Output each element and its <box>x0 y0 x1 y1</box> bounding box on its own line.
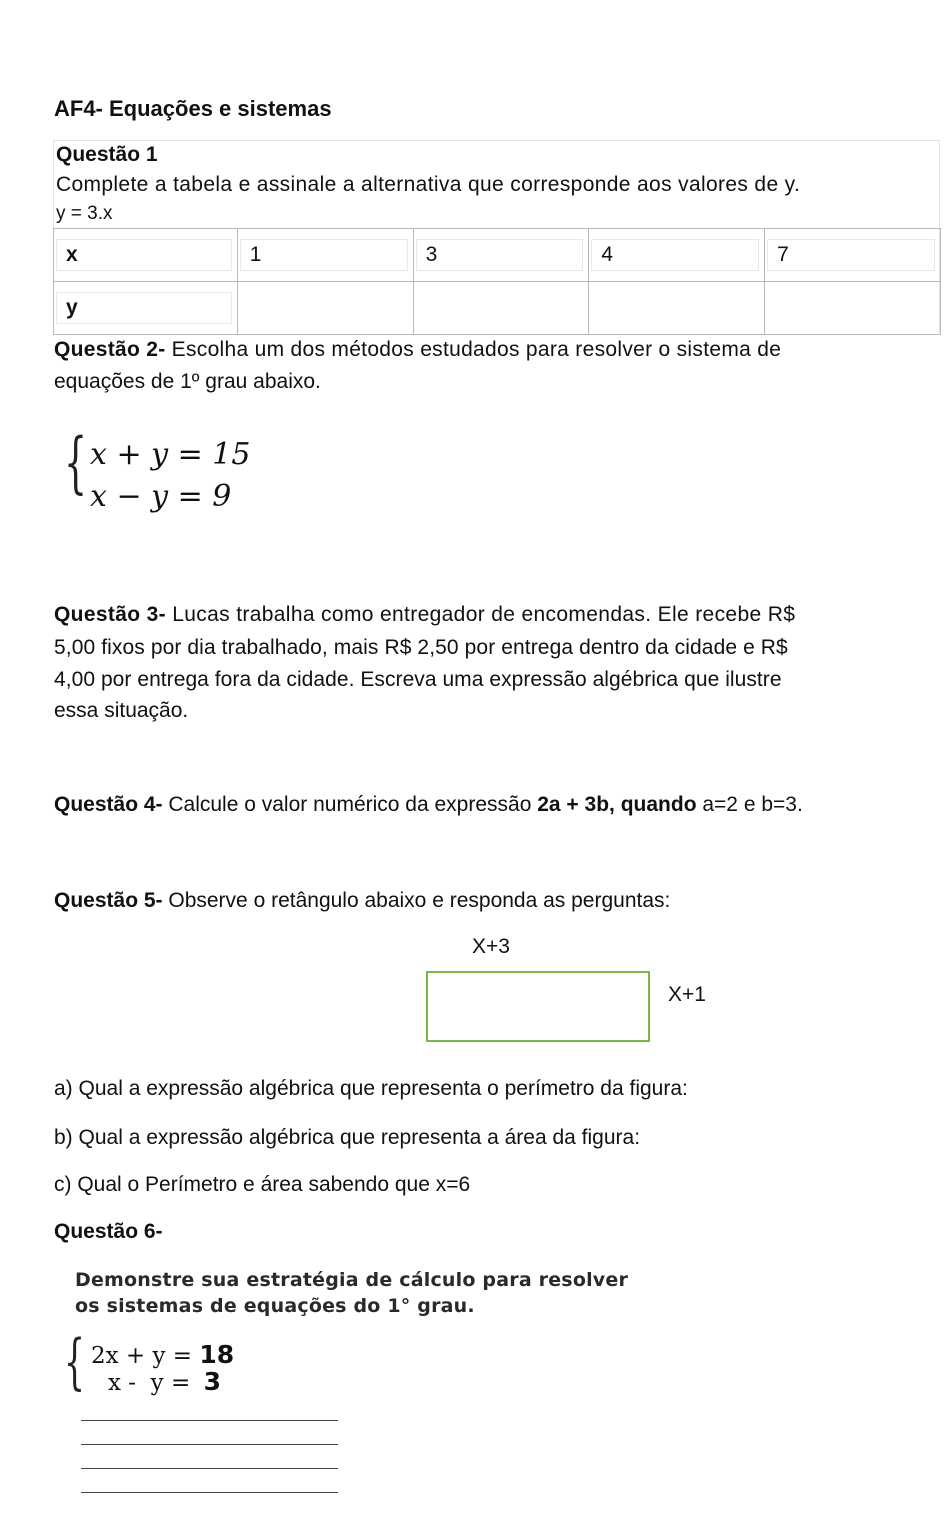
question-6-line1: Demonstre sua estratégia de cálculo para resolver <box>75 1269 629 1291</box>
q6-equation-1-lhs: 2x + y = <box>91 1343 193 1369</box>
question-1-heading: Questão 1 <box>56 143 158 166</box>
question-5c: c) Qual o Perímetro e área sabendo que x=6 <box>54 1173 471 1196</box>
question-4-line <box>54 793 803 817</box>
question-6-heading: Questão 6- <box>54 1220 163 1243</box>
equation-1: x + y = 15 <box>90 437 251 472</box>
table-cell-y-label: y <box>54 282 238 335</box>
q6-equation-2-rhs: 3 <box>203 1367 221 1396</box>
question-4-expression: 2a + 3b, quando <box>537 793 703 816</box>
question-5a: a) Qual a expressão algébrica que representa o perímetro da figura: <box>54 1077 688 1100</box>
table-cell-x-label: x <box>54 229 238 282</box>
answer-line[interactable] <box>81 1492 338 1493</box>
table-cell: 7 <box>765 229 941 282</box>
question-1-text: Complete a tabela e assinale a alternativa que corresponde aos valores de y. <box>56 173 801 196</box>
table-row-y <box>54 282 941 335</box>
question-2-heading: Questão 2- <box>54 338 166 361</box>
rectangle-figure <box>426 971 650 1042</box>
question-3-text1: Lucas trabalha como entregador de encomendas. Ele recebe R$ <box>166 603 796 626</box>
question-4-values: a=2 e b=3. <box>702 793 803 816</box>
answer-line[interactable] <box>81 1420 338 1421</box>
question-3-line3: 4,00 por entrega fora da cidade. Escreva uma expressão algébrica que ilustre <box>54 668 782 691</box>
question-2-line1 <box>54 338 781 362</box>
question-5-text: Observe o retângulo abaixo e responda as perguntas: <box>162 889 671 912</box>
table-cell: 4 <box>589 229 765 282</box>
table-cell-empty[interactable] <box>765 282 941 335</box>
question-3-line4: essa situação. <box>54 699 189 722</box>
table-cell-empty[interactable] <box>237 282 413 335</box>
q6-equation-2 <box>108 1367 221 1396</box>
question-6-line2: os sistemas de equações do 1° grau. <box>75 1295 475 1317</box>
table-cell: 3 <box>413 229 589 282</box>
answer-line[interactable] <box>81 1468 338 1469</box>
rectangle-width-label: X+3 <box>472 935 510 958</box>
question-3-line2: 5,00 fixos por dia trabalhado, mais R$ 2,50 por entrega dentro da cidade e R$ <box>54 636 788 659</box>
question-5-line <box>54 889 670 913</box>
left-brace-icon: { <box>64 424 88 501</box>
question-1-formula: y = 3.x <box>56 203 113 224</box>
page-title: AF4- Equações e sistemas <box>54 96 332 121</box>
question-2-line2: equações de 1º grau abaixo. <box>54 370 321 393</box>
q6-equation-1 <box>91 1340 234 1369</box>
left-brace-icon: { <box>64 1327 86 1397</box>
question-3-line1 <box>54 603 795 627</box>
table-cell-empty[interactable] <box>413 282 589 335</box>
values-table <box>53 228 941 335</box>
rectangle-height-label: X+1 <box>668 983 706 1006</box>
question-3-heading: Questão 3- <box>54 603 167 626</box>
question-4-heading: Questão 4- <box>54 793 163 816</box>
equation-2: x − y = 9 <box>90 479 232 514</box>
table-row-x <box>54 229 941 282</box>
question-5-heading: Questão 5- <box>54 889 163 912</box>
q6-equation-1-rhs: 18 <box>199 1340 235 1369</box>
answer-line[interactable] <box>81 1444 338 1445</box>
question-4-text: Calcule o valor numérico da expressão <box>162 793 538 816</box>
table-cell-empty[interactable] <box>589 282 765 335</box>
question-2-text1: Escolha um dos métodos estudados para resolver o sistema de <box>165 338 782 361</box>
q6-equation-2-lhs: x - y = <box>108 1370 191 1396</box>
question-5b: b) Qual a expressão algébrica que representa a área da figura: <box>54 1126 641 1149</box>
table-cell: 1 <box>237 229 413 282</box>
